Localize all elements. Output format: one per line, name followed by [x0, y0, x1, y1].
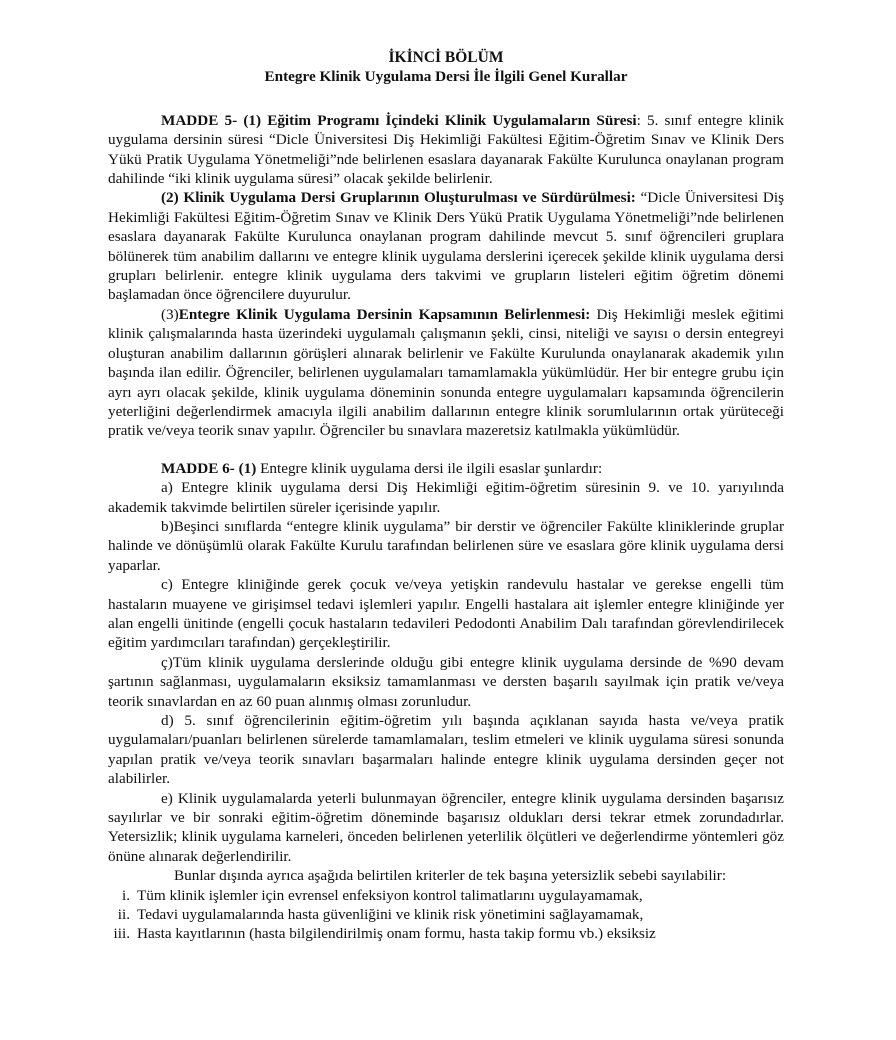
criteria-list-item — [108, 905, 784, 924]
madde6-intro-text: Entegre klinik uygulama dersi ile ilgili esaslar şunlardır: — [256, 459, 603, 477]
madde6-intro — [108, 459, 784, 478]
criteria-number: iii. — [113, 925, 130, 943]
madde6-heading: MADDE 6- (1) — [161, 459, 257, 477]
madde6-item-c: c) Entegre kliniğinde gerek çocuk ve/veya yetişkin randevulu hastalar ve gerekse engelli tüm hastaların muayene ve girişimsel tedavi işlemleri yapılır. Engelli hastalara ait işlemler entegre kliniğinde yer alan engelli ünitinde (engelli çocuk hastaların tedavileri Pedodonti Anabilim Dalı tarafından görevlendirilecek eğitim yardımcıları tarafından) gerçekleştirilir. — [108, 576, 784, 652]
criteria-text: Hasta kayıtlarının (hasta bilgilendirilmiş onam formu, hasta takip formu vb.) eksiksiz — [137, 925, 656, 943]
madde5-p3-text: Diş Hekimliği meslek eğitimi klinik çalışmalarında hasta üzerindeki uygulamalı çalışmanın şekli, cinsi, niteliği ve sayısı o dersin entegreyi oluşturan anabilim dallarının görüşleri alınarak belirlenir ve Fakülte Kurulunda onaylanarak akademik yılın başında ilan edilir. Öğrenciler, belirlenen uygulamaları tamamlamakla yükümlüdür. Her bir entegre grubu için ayrı ayrı olacak şekilde, klinik uygulama döneminin sonunda entegre uygulamaları kapsamında öğrencilerin yeterliğini değerlendirmek amacıyla ilgili anabilim dallarının entegre klinik sorumlularının ortak yürüteceği pratik ve/veya teorik sınav yapılır. Öğrenciler bu sınavlara mazeretsiz katılmakla yükümlüdür. — [108, 305, 785, 440]
madde5-paragraph-3 — [108, 305, 784, 441]
madde5-p3-number: (3) — [161, 305, 179, 323]
criteria-list-item — [108, 924, 784, 943]
madde6-item-c-cedilla: ç)Tüm klinik uygulama derslerinde olduğu gibi entegre klinik uygulama dersinde de %90 devam şartının sağlanması, uygulamaların eksiksiz tamamlanması ve dersten başarılı sayılmak için pratik ve/veya teorik sınavlardan en az 60 puan alınmış olması zorunludur. — [108, 653, 784, 710]
madde6-item-b: b)Beşinci sınıflarda “entegre klinik uygulama” bir derstir ve öğrenciler Fakülte kliniklerinde gruplar halinde ve dönüşümlü olarak Fakülte Kurulu tarafından belirlenen süre ve esaslara göre klinik uygulama dersi yaparlar. — [108, 517, 784, 574]
criteria-text: Tedavi uygulamalarında hasta güvenliğini ve klinik risk yönetimini sağlayamamak, — [137, 906, 644, 924]
madde5-p2-text: “Dicle Üniversitesi Diş Hekimliği Fakültesi Eğitim-Öğretim Sınav ve Klinik Ders Yükü Pratik Uygulama Yönetmeliği”nde belirlenen esaslara dayanarak Fakülte Kurulunca onaylanan program dahilinde mevcut 5. sınıf öğrencileri gruplara bölünerek tüm anabilim dallarını ve entegre klinik uygulama derslerini içerecek şekilde klinik uygulama dersi grupları belirlenir. entegre klinik uygulama ders takvimi ve grupların listeleri eğitim öğretim dönemi başlamadan önce öğrencilere duyurulur. — [108, 189, 784, 304]
madde6-item-e: e) Klinik uygulamalarda yeterli bulunmayan öğrenciler, entegre klinik uygulama dersinden başarısız sayılırlar ve bir sonraki eğitim-öğretim döneminde başarısız oldukları dersi tekrar etmek zorundadırlar. Yetersizlik; klinik uygulama karneleri, önceden belirlenen yeterlilik ölçütleri ve değerlendirme yöntemleri göz önüne alınarak değerlendirilir. — [108, 789, 784, 865]
madde5-p2-heading: (2) Klinik Uygulama Dersi Gruplarının Oluşturulması ve Sürdürülmesi: — [161, 189, 636, 207]
criteria-number: ii. — [117, 906, 130, 924]
madde5-paragraph-1 — [108, 111, 784, 189]
madde5-p3-heading: Entegre Klinik Uygulama Dersinin Kapsamının Belirlenmesi: — [178, 305, 591, 323]
criteria-number: i. — [121, 886, 130, 904]
section-title: İKİNCİ BÖLÜM — [388, 49, 504, 66]
madde5-paragraph-2 — [108, 188, 784, 304]
criteria-text: Tüm klinik işlemler için evrensel enfeksiyon kontrol talimatlarını uygulayamamak, — [137, 886, 643, 904]
document-page — [108, 48, 784, 944]
madde6-item-d: d) 5. sınıf öğrencilerinin eğitim-öğretim yılı başında açıklanan sayıda hasta ve/veya pratik uygulamaları/puanları belirlenen sürelerde tamamlamaları, teslim etmeleri ve klinik uygulama süresi sonunda yapılan pratik ve/veya teorik sınavları başarmaları halinde entegre klinik uygulama dersinden geçer not alabilirler. — [108, 712, 784, 788]
criteria-intro: Bunlar dışında ayrıca aşağıda belirtilen kriterler de tek başına yetersizlik sebebi sayılabilir: — [174, 867, 727, 885]
madde5-p1-text: : 5. sınıf entegre klinik uygulama dersinin süresi “Dicle Üniversitesi Diş Hekimliği Fakültesi Eğitim-Öğretim Sınav ve Klinik Ders Yükü Pratik Uygulama Yönetmeliği”nde belirlenen esaslara dayanarak Fakülte Kurulunca onaylanan program dahilinde “iki klinik uygulama süresi” olacak şekilde belirlenir. — [108, 111, 784, 188]
section-subtitle: Entegre Klinik Uygulama Dersi İle İlgili Genel Kurallar — [264, 68, 628, 86]
madde6-item-a: a) Entegre klinik uygulama dersi Diş Hekimliği eğitim-öğretim süresinin 9. ve 10. yarıyılında akademik takvimde belirtilen süreler içerisinde yapılır. — [108, 479, 784, 516]
madde5-p1-heading: MADDE 5- (1) Eğitim Programı İçindeki Klinik Uygulamaların Süresi — [161, 111, 637, 129]
criteria-list-item — [108, 886, 784, 905]
